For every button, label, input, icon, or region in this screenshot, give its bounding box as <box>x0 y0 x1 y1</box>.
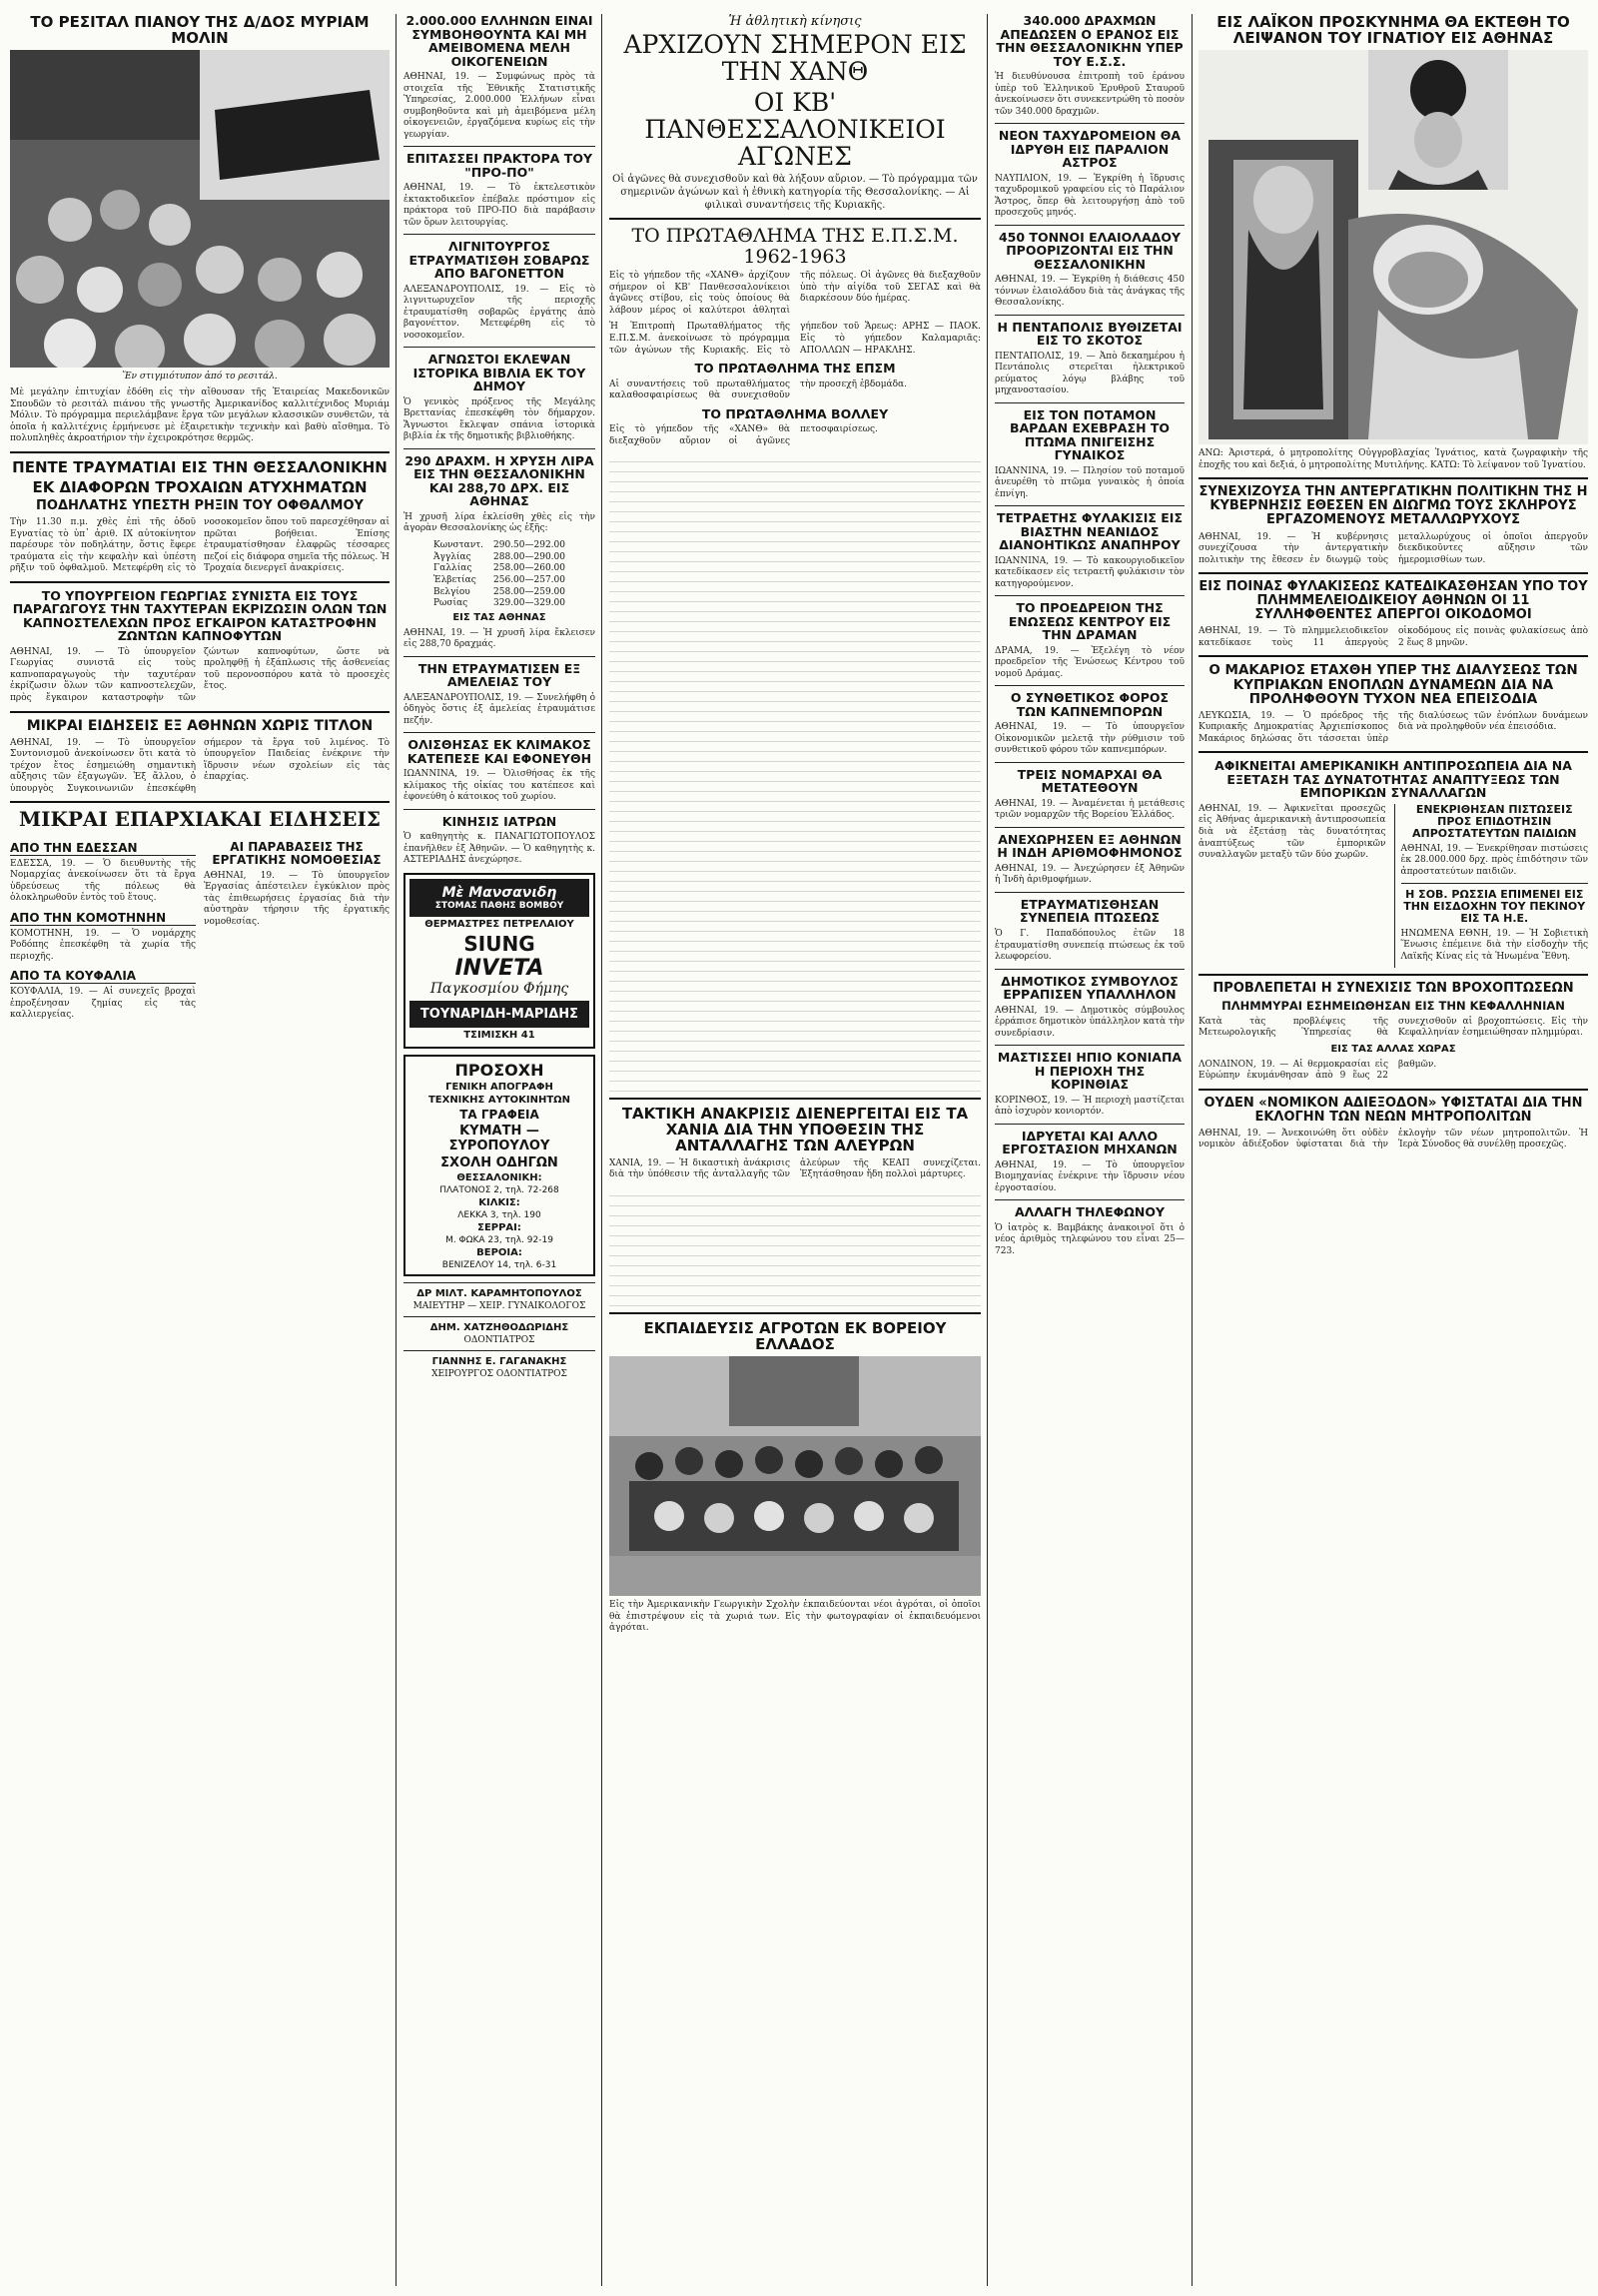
headline-sentence: ΕΙΣ ΠΟΙΝΑΣ ΦΥΛΑΚΙΣΕΩΣ ΚΑΤΕΔΙΚΑΣΘΗΣΑΝ ΥΠΟ ΤΟΥ ΠΛΗΜΜΕΛΕΙΟΔΙΚΕΙΟΥ ΑΘΗΝΩΝ ΟΙ 11 ΣΥΛΛΗΦΘΕΝΤΕΣ ΑΠΕΡΓΟΙ ΟΙΚΟΔΟΜΟΙ <box>1198 579 1588 623</box>
ad-driving-addr1: ΠΛΑΤΟΝΟΣ 2, τηλ. 72-268 <box>439 1184 559 1195</box>
americans-grid <box>1198 804 1588 968</box>
divider <box>10 581 390 583</box>
headline-championship: ΤΟ ΠΡΩΤΑΘΛΗΜΑ ΤΗΣ Ε.Π.Σ.Μ. 1962-1963 <box>631 225 959 268</box>
section-edessa: ΑΠΟ ΤΗΝ ΕΔΕΣΣΑΝ <box>10 841 196 856</box>
gold-price-row <box>403 575 595 587</box>
divider <box>995 1124 1185 1125</box>
ad-doctor-3: ΓΙΑΝΝΗΣ Ε. ΓΑΓΑΝΑΚΗΣ <box>431 1355 567 1367</box>
basket-text: Αἱ συναντήσεις τοῦ πρωταθλήματος καλαθοσφαιρίσεως θὰ συνεχισθοῦν τὴν προσεχῆ ἑβδομάδα. <box>609 379 907 401</box>
headline-doctors: ΚΙΝΗΣΙΣ ΙΑΤΡΩΝ <box>441 813 557 829</box>
recital-caption: Ἕν στιγμιότυπον ἀπό το ρεσιτάλ. <box>122 372 278 383</box>
headline-credits: ΕΝΕΚΡΙΘΗΣΑΝ ΠΙΣΤΩΣΕΙΣ ΠΡΟΣ ΕΠΙΔΟΤΗΣΙΝ ΑΠΡΟΣΤΑΤΕΥΤΩΝ ΠΑΙΔΙΩΝ <box>1411 802 1577 840</box>
headline-farmers: ΕΚΠΑΙΔΕΥΣΙΣ ΑΓΡΟΤΩΝ ΕΚ ΒΟΡΕΙΟΥ ΕΛΛΑΔΟΣ <box>643 1318 947 1353</box>
ad-driving-addr2: ΛΕΚΚΑ 3, τηλ. 190 <box>457 1209 541 1220</box>
farmers-photo-art <box>609 1356 981 1596</box>
sports-text-block <box>609 452 981 1092</box>
headline-bishops: ΟΥΔΕΝ «ΝΟΜΙΚΟΝ ΑΔΙΕΞΟΔΟΝ» ΥΦΙΣΤΑΤΑΙ ΔΙΑ ΤΗΝ ΕΚΛΟΓΗΝ ΤΩΝ ΝΕΩΝ ΜΗΤΡΟΠΟΛΙΤΩΝ <box>1203 1095 1583 1125</box>
komotini-text: ΚΟΜΟΤΗΝΗ, 19. — Ὁ νομάρχης Ροδόπης ἐπεσκέφθη τὰ χωρία τῆς περιοχῆς. <box>10 928 196 962</box>
weather-text: ΛΟΝΔΙΝΟΝ, 19. — Αἱ θερμοκρασίαι εἰς Εὐρώπην ἐκυμάνθησαν ἀπὸ 9 ἕως 22 βαθμῶν. <box>1198 1059 1437 1082</box>
gold-price-name: Βελγίου <box>433 586 470 597</box>
council-text: ΑΘΗΝΑΙ, 19. — Δημοτικὸς σύμβουλος ἐρράπισε δημοτικὸν ὑπάλληλον κατὰ τὴν συνεδρίασιν. <box>995 1005 1185 1039</box>
flour-text-block <box>609 1186 981 1306</box>
gold-price-value: 329.00—329.00 <box>493 598 565 609</box>
ad-doctor-1-role: ΜΑΙΕΥΤΗΡ — ΧΕΙΡ. ΓΥΝΑΙΚΟΛΟΓΟΣ <box>412 1300 586 1311</box>
divider <box>403 1316 595 1317</box>
headline-floods: ΠΡΟΒΛΕΠΕΤΑΙ Η ΣΥΝΕΧΙΣΙΣ ΤΩΝ ΒΡΟΧΟΠΤΩΣΕΩΝ <box>1212 981 1574 997</box>
divider <box>403 656 595 657</box>
ad-heaters-sub: ΣΤΟΜΑΣ ΠΑΘΗΣ ΒΟΜΒΟΥ <box>434 900 564 911</box>
ad-driving-l5: ΣΧΟΛΗ ΟΔΗΓΩΝ <box>440 1154 558 1170</box>
factory-text: ΑΘΗΝΑΙ, 19. — Τὸ ὑπουργεῖον Βιομηχανίας ἐνέκρινε τὴν ἵδρυσιν νέου ἐργοστασίου. <box>995 1159 1185 1193</box>
propo-text: ΑΘΗΝΑΙ, 19. — Τὸ ἐκτελεστικὸν ἐκτακτοδικεῖον ἐπέβαλε πρόστιμον εἰς πράκτορα τοῦ ΠΡΟ-ΠΟ διὰ παράβασιν τῶν ὅρων λειτουργίας. <box>403 183 595 228</box>
stairs-text: ΙΩΑΝΝΙΝΑ, 19. — Ὀλισθήσας ἐκ τῆς κλίμακος τῆς οἰκίας του κατέπεσε καὶ ἐφονεύθη ὁ κάτοικος τοῦ χωρίου. <box>403 769 595 803</box>
divider <box>995 827 1185 828</box>
ad-heaters-title: Μὲ Μανσανιδη <box>441 884 557 901</box>
injured-text: Τὴν 11.30 π.μ. χθὲς ἐπὶ τῆς ὁδοῦ Εγνατίας τὸ ὑπ᾽ ἀριθ. ΙΧ αὐτοκίνητον παρέσυρε τὸν ποδηλάτην, ὅστις ἔφερε τραύματα εἰς τὴν κεφαλὴν καὶ ὑπέστη ρῆξιν τοῦ ὀφθαλμοῦ. Μετεφέρθη εἰς τὸ νοσοκομεῖον ὅπου τοῦ παρεσχέθησαν αἱ πρῶται βοήθειαι. Ἐπίσης ἐτραυματίσθησαν ἐλαφρῶς τέσσαρες πεζοί εἰς διάφορα σημεῖα τῆς πόλεως. Ἡ Τροχαία διενεργεῖ ἀνακρίσεις. <box>10 517 390 574</box>
recital-photo-art <box>10 50 390 368</box>
divider <box>403 146 595 147</box>
labor-text: ΑΘΗΝΑΙ, 19. — Τὸ ὑπουργεῖον Ἐργασίας ἀπέστειλεν ἐγκύκλιον πρὸς τὰς ἐπιθεωρήσεις ἐργασίας διὰ τὴν αὐστηρὰν τήρησιν τῆς ἐργατικῆς νομοθεσίας. <box>204 870 390 927</box>
athens-news-text: ΑΘΗΝΑΙ, 19. — Τὸ ὑπουργεῖον Συντονισμοῦ ἀνεκοίνωσεν ὅτι κατὰ τὸ τρέχον ἔτος ἐσημειώθη σημαντικὴ αὔξησις τῶν ἐξαγωγῶν. Ἐξ ἄλλου, ὁ ὑπουργὸς Συγκοινωνιῶν ἐπεσκέφθη σήμερον τὰ ἔργα τοῦ λιμένος. Τὸ ὑπουργεῖον Παιδείας ἐνέκρινε τὴν ἵδρυσιν νέων σχολείων εἰς τὰς ἐπαρχίας. <box>10 737 390 794</box>
gold-price-value: 290.50—292.00 <box>493 539 565 550</box>
provincial-right <box>204 835 390 1027</box>
ad-doctor-2-role: ΟΔΟΝΤΙΑΤΡΟΣ <box>463 1334 535 1345</box>
ad-doctor-1: ΔΡ ΜΙΛΤ. ΚΑΡΑΜΗΤΟΠΟΥΛΟΣ <box>416 1287 582 1299</box>
headline-volley: ΤΟ ΠΡΩΤΑΘΛΗΜΑ ΒΟΛΛΕΥ <box>701 405 889 421</box>
headline-miner: ΛΙΓΝΙΤΟΥΡΓΟΣ ΕΤΡΑΥΜΑΤΙΣΘΗ ΣΟΒΑΡΩΣ ΑΠΟ ΒΑΓΟΝΕΤΤΟΝ <box>408 239 590 282</box>
bishops-text: ΑΘΗΝΑΙ, 19. — Ἀνεκοινώθη ὅτι οὐδὲν νομικὸν ἀδιέξοδον ὑφίσταται διὰ τὴν ἐκλογὴν τῶν νέων μητροπολιτῶν. Ἡ Ἱερὰ Σύνοδος θὰ συνέλθῃ προσεχῶς. <box>1198 1128 1588 1150</box>
headline-provincial: ΜΙΚΡΑΙ ΕΠΑΡΧΙΑΚΑΙ ΕΙΔΗΣΕΙΣ <box>19 807 381 832</box>
divider <box>10 711 390 713</box>
divider <box>995 762 1185 763</box>
headline-stairs: ΟΛΙΣΘΗΣΑΣ ΕΚ ΚΛΙΜΑΚΟΣ ΚΑΤΕΠΕΣΕ ΚΑΙ ΕΦΟΝΕΥΘΗ <box>406 737 592 766</box>
divider <box>609 218 981 220</box>
koufalia-text: ΚΟΥΦΑΛΙΑ, 19. — Αἱ συνεχεῖς βροχαὶ ἐπροξένησαν ζημίας εἰς τὰς καλλιεργείας. <box>10 987 196 1021</box>
center-text: ΔΡΑΜΑ, 19. — Ἐξελέγη τὸ νέον προεδρεῖον τῆς Ἑνώσεως Κέντρου τοῦ νομοῦ Δράμας. <box>995 645 1185 679</box>
divider <box>995 315 1185 316</box>
divider <box>1198 974 1588 976</box>
divider <box>10 801 390 803</box>
headline-propo: ΕΠΙΤΑΣΣΕΙ ΠΡΑΚΤΟΡΑ ΤΟΥ "ΠΡΟ-ΠΟ" <box>406 151 592 180</box>
headline-athens-news: ΜΙΚΡΑΙ ΕΙΔΗΣΕΙΣ ΕΞ ΑΘΗΝΩΝ ΧΩΡΙΣ ΤΙΤΛΟΝ <box>26 717 374 734</box>
ad-heaters-brand2: INVETA <box>454 955 544 981</box>
column-2 <box>403 14 595 2286</box>
gold-price-name: Γαλλίας <box>433 563 472 574</box>
gold-price-name: Ρωσίας <box>433 598 468 609</box>
ad-heaters-brand3: Παγκοσμίου Φήμης <box>429 980 569 997</box>
headline-river: ΕΙΣ ΤΟΝ ΠΟΤΑΜΟΝ ΒΑΡΔΑΝ ΕΧΕΒΡΑΣΗ ΤΟ ΠΤΩΜΑ ΠΝΙΓΕΙΣΗΣ ΓΥΝΑΙΚΟΣ <box>1009 406 1171 463</box>
headline-tobacco: ΤΟ ΥΠΟΥΡΓΕΙΟΝ ΓΕΩΡΓΙΑΣ ΣΥΝΙΣΤΑ ΕΙΣ ΤΟΥΣ ΠΑΡΑΓΩΓΟΥΣ ΤΗΝ ΤΑΧΥΤΕΡΑΝ ΕΚΡΙΖΩΣΙΝ ΟΛΩΝ ΤΩΝ ΚΑΠΝΟΣΤΕΛΕΧΩΝ ΠΡΟΣ ΕΓΚΑΙΡΟΝ ΚΑΤΑΣΤΡΟΦΗΝ ΖΩΝΤΩΝ ΚΑΠΝΟΦΥΤΩΝ <box>12 587 388 644</box>
post-text: ΝΑΥΠΛΙΟΝ, 19. — Ἐγκρίθη ἡ ἵδρυσις ταχυδρομικοῦ γραφείου εἰς τὸ Παράλιον Ἄστρος, ὅπερ θὰ λειτουργήσῃ ἀπὸ τοῦ προσεχοῦς μηνός. <box>995 173 1185 219</box>
headline-post: ΝΕΟΝ ΤΑΧΥΔΡΟΜΕΙΟΝ ΘΑ ΙΔΡΥΘΗ ΕΙΣ ΠΑΡΑΛΙΟΝ ΑΣΤΡΟΣ <box>998 128 1182 171</box>
headline-detention: ΤΕΤΡΑΕΤΗΣ ΦΥΛΑΚΙΣΙΣ ΕΙΣ ΒΙΑΣΤΗΝ ΝΕΑΝΙΔΟΣ ΔΙΑΝΟΗΤΙΚΩΣ ΑΝΑΠΗΡΟΥ <box>996 510 1184 553</box>
column-4 <box>995 14 1185 2286</box>
divider <box>1401 883 1589 884</box>
ad-driving-school <box>403 1055 595 1276</box>
headline-flour: ΤΑΚΤΙΚΗ ΑΝΑΚΡΙΣΙΣ ΔΙΕΝΕΡΓΕΙΤΑΙ ΕΙΣ ΤΑ ΧΑΝΙΑ ΔΙΑ ΤΗΝ ΥΠΟΘΕΣΙΝ ΤΗΣ ΑΝΤΑΛΛΑΓΗΣ ΤΩΝ ΑΛΕΥΡΩΝ <box>621 1105 969 1155</box>
pentapolis-text: ΠΕΝΤΑΠΟΛΙΣ, 19. — Ἀπὸ δεκαημέρου ἡ Πεντάπολις στερεῖται ἠλεκτρικοῦ ρεύματος λόγῳ βλάβης τοῦ μηχανοστασίου. <box>995 351 1185 396</box>
headline-labor: ΑΙ ΠΑΡΑΒΑΣΕΙΣ ΤΗΣ ΕΡΓΑΤΙΚΗΣ ΝΟΜΟΘΕΣΙΑΣ <box>212 839 382 867</box>
divider <box>403 732 595 733</box>
americans-left <box>1198 804 1386 968</box>
detention-text: ΙΩΑΝΝΙΝΑ, 19. — Τὸ κακουργιοδικεῖον κατεδίκασεν εἰς τετραετῆ φυλάκισιν τὸν κατηγορούμενον. <box>995 555 1185 589</box>
divider <box>1198 477 1588 479</box>
headline-floods-2: ΠΛΗΜΜΥΡΑΙ ΕΣΗΜΕΙΩΘΗΣΑΝ ΕΙΣ ΤΗΝ ΚΕΦΑΛΛΗΝΙΑΝ <box>1221 999 1565 1014</box>
column-1 <box>10 14 390 2286</box>
divider <box>995 123 1185 124</box>
sports-kicker: Ἡ ἀθλητικὴ κίνησις <box>728 14 862 29</box>
divider <box>995 892 1185 893</box>
ad-driving-l1: ΓΕΝΙΚΗ ΑΠΟΓΡΑΦΗ <box>445 1081 553 1093</box>
gold-price-value: 258.00—260.00 <box>493 563 565 574</box>
headline-oil: 450 ΤΟΝΝΟΙ ΕΛΑΙΟΛΑΔΟΥ ΠΡΟΟΡΙΖΟΝΤΑΙ ΕΙΣ ΤΗΝ ΘΕΣΣΑΛΟΝΙΚΗΝ <box>998 229 1181 272</box>
recital-photo <box>10 50 390 368</box>
headline-books: ΑΓΝΩΣΤΟΙ ΕΚΛΕΨΑΝ ΙΣΤΟΡΙΚΑ ΒΙΒΛΙΑ ΕΚ ΤΟΥ ΔΗΜΟΥ <box>412 352 586 394</box>
gold-price-row <box>403 540 595 552</box>
headline-council: ΔΗΜΟΤΙΚΟΣ ΣΥΜΒΟΥΛΟΣ ΕΡΡΑΠΙΣΕΝ ΥΠΑΛΛΗΛΟΝ <box>1001 973 1179 1003</box>
ad-heaters-banner <box>409 879 589 917</box>
headline-prefects: ΤΡΕΙΣ ΝΟΜΑΡΧΑΙ ΘΑ ΜΕΤΑΤΕΘΟΥΝ <box>1017 766 1163 796</box>
headline-wounded: ΤΗΝ ΕΤΡΑΥΜΑΤΙΣΕΝ ΕΞ ΑΜΕΛΕΙΑΣ ΤΟΥ <box>417 660 581 690</box>
divider <box>995 1045 1185 1046</box>
divider <box>403 234 595 235</box>
section-weather: ΕΙΣ ΤΑΣ ΑΛΛΑΣ ΧΩΡΑΣ <box>1330 1043 1456 1055</box>
doctors-text: Ὁ καθηγητὴς κ. ΠΑΝΑΓΙΩΤΟΠΟΥΛΟΣ ἐπανῆλθεν ἐξ Ἀθηνῶν. — Ὁ καθηγητὴς κ. ΑΣΤΕΡΙΑΔΗΣ ἀνεχώρησε. <box>403 832 595 866</box>
headline-relics: ΕΙΣ ΛΑΪΚΟΝ ΠΡΟΣΚΥΝΗΜΑ ΘΑ ΕΚΤΕΘΗ ΤΟ ΛΕΙΨΑΝΟΝ ΤΟΥ ΙΓΝΑΤΙΟΥ ΕΙΣ ΑΘΗΝΑΣ <box>1216 13 1570 48</box>
gold-price-name: Κωνσταντ. <box>433 539 484 550</box>
ad-driving-l4: ΚΥΜΑΤΗ — ΣΥΡΟΠΟΥΛΟΥ <box>448 1123 550 1153</box>
divider <box>403 448 595 449</box>
ad-driving-l2: ΤΕΧΝΙΚΗΣ ΑΥΤΟΚΙΝΗΤΩΝ <box>427 1094 571 1106</box>
ad-driving-city4: ΒΕΡΟΙΑ: <box>476 1246 522 1258</box>
ad-driving-city3: ΣΕΡΡΑΙ: <box>477 1221 521 1233</box>
divider <box>609 1312 981 1314</box>
flour-text: ΧΑΝΙΑ, 19. — Ἡ δικαστικὴ ἀνάκρισις διὰ τὴν ὑπόθεσιν τῆς ἀνταλλαγῆς τῶν ἀλεύρων τῆς ΚΕΑΠ συνεχίζεται. Ἐξητάσθησαν ἤδη πολλοὶ μάρτυρες. <box>609 1157 981 1180</box>
farmers-caption: Εἰς τὴν Ἀμερικανικὴν Γεωργικὴν Σχολὴν ἐκπαιδεύονται νέοι ἀγρόται, οἱ ὁποῖοι θὰ ἐπιστρέψουν εἰς τὰ χωριά των. Εἰς τὴν φωτογραφίαν οἱ ἐκπαιδευόμενοι ἀγρόται. <box>609 1600 981 1634</box>
river-text: ΙΩΑΝΝΙΝΑ, 19. — Πλησίον τοῦ ποταμοῦ ἀνευρέθη τὸ πτῶμα γυναικὸς ἡ ὁποία ἐπνίγη. <box>995 465 1185 499</box>
miner-text: ΑΛΕΞΑΝΔΡΟΥΠΟΛΙΣ, 19. — Εἰς τὸ λιγνιτωρυχεῖον τῆς περιοχῆς ἐτραυματίσθη σοβαρῶς ἐργάτης ἀπὸ βαγονέττον. Μετεφέρθη εἰς τὸ νοσοκομεῖον. <box>403 284 595 341</box>
headline-eye: ΠΟΔΗΛΑΤΗΣ ΥΠΕΣΤΗ ΡΗΞΙΝ ΤΟΥ ΟΦΘΑΛΜΟΥ <box>36 498 364 514</box>
return-text: ΑΘΗΝΑΙ, 19. — Ἀνεχώρησεν ἐξ Ἀθηνῶν ἡ Ἰνδὴ ἀριθμοφήμων. <box>995 863 1185 886</box>
oil-text: ΑΘΗΝΑΙ, 19. — Ἐγκρίθη ἡ διάθεσις 450 τόννων ἐλαιολάδου διὰ τὰς ἀνάγκας τῆς Θεσσαλονίκης. <box>995 275 1185 309</box>
volley-text: Εἰς τὸ γήπεδον τῆς «ΧΑΝΘ» θὰ διεξαχθοῦν αὔριον οἱ ἀγῶνες πετοσφαιρίσεως. <box>609 424 878 446</box>
divider <box>403 1282 595 1283</box>
headline-ussr: Η ΣΟΒ. ΡΩΣΣΙΑ ΕΠΙΜΕΝΕΙ ΕΙΣ ΤΗΝ ΕΙΣΔΟΧΗΝ ΤΟΥ ΠΕΚΙΝΟΥ ΕΙΣ ΤΑ Η.Ε. <box>1403 888 1586 925</box>
headline-greeks: 2.000.000 ΕΛΛΗΝΩΝ ΕΙΝΑΙ ΣΥΜΒΟΗΘΟΥΝΤΑ ΚΑΙ ΜΗ ΑΜΕΙΒΟΜΕΝΑ ΜΕΛΗ ΟΙΚΟΓΕΝΕΙΩΝ <box>405 13 593 69</box>
headline-center: ΤΟ ΠΡΟΕΔΡΕΙΟΝ ΤΗΣ ΕΝΩΣΕΩΣ ΚΕΝΤΡΟΥ ΕΙΣ ΤΗΝ ΔΡΑΜΑΝ <box>1008 600 1172 643</box>
headline-injured-2: ΕΚ ΔΙΑΦΟΡΩΝ ΤΡΟΧΑΙΩΝ ΑΤΥΧΗΜΑΤΩΝ <box>32 478 368 497</box>
headline-corinth: ΜΑΣΤΙΣΣΕΙ ΗΠΙΟ ΚΟΝΙΑΠΑ Η ΠΕΡΙΟΧΗ ΤΗΣ ΚΟΡΙΝΘΙΑΣ <box>997 1050 1183 1093</box>
divider <box>10 451 390 453</box>
divider <box>995 225 1185 226</box>
tobacco-text: ΑΘΗΝΑΙ, 19. — Τὸ ὑπουργεῖον Γεωργίας συνιστᾶ εἰς τοὺς καπνοπαραγωγοὺς τὴν ταχυτέραν ἐκρίζωσιν ὅλων τῶν καπνοστελεχῶν, πρὸς ἔγκαιρον καταστροφὴν τῶν ζώντων καπνοφύτων, ὥστε νὰ προληφθῇ ἡ ἐξάπλωσις τῆς ἀσθενείας τοῦ περονοσπόρου κατὰ τὸ προσεχὲς ἔτος. <box>10 646 390 703</box>
farmers-photo <box>609 1356 981 1596</box>
ad-driving-l3: ΤΑ ΓΡΑΦΕΙΑ <box>459 1107 539 1122</box>
headline-americans: ΑΦΙΚΝΕΙΤΑΙ ΑΜΕΡΙΚΑΝΙΚΗ ΑΝΤΙΠΡΟΣΩΠΕΙΑ ΔΙΑ ΝΑ ΕΞΕΤΑΣΗ ΤΑΣ ΔΥΝΑΤΟΤΗΤΑΣ ΑΝΑΠΤΥΞΕΩΣ ΤΩΝ ΕΜΠΟΡΙΚΩΝ ΣΥΝΑΛΛΑΓΩΝ <box>1214 758 1572 801</box>
recital-text: Μὲ μεγάλην ἐπιτυχίαν ἐδόθη εἰς τὴν αἴθουσαν τῆς Ἑταιρείας Μακεδονικῶν Σπουδῶν τὸ ρεσιτάλ πιάνου τῆς γνωστῆς Ἀμερικανίδος καλλιτέχνιδος Μυριάμ Μόλιν. Τὸ πρόγραμμα περιελάμβανε ἔργα τῶν μεγάλων κλασσικῶν συνθετῶν, τὰ ὁποῖα ἡ καλλιτέχνις ἑρμήνευσε μὲ ἐξαιρετικὴν τεχνικὴν καὶ βαθὺ αἴσθημα. Τὸ πολυπληθὲς ἀκροατήριον τὴν ἐχειροκρότησε θερμῶς. <box>10 387 390 444</box>
headline-recital: ΤΟ ΡΕΣΙΤΑΛ ΠΙΑΝΟΥ ΤΗΣ Δ/ΔΟΣ ΜΥΡΙΑΜ ΜΟΛΙΝ <box>30 13 370 48</box>
headline-tax: Ο ΣΥΝΘΕΤΙΚΟΣ ΦΟΡΟΣ ΤΩΝ ΚΑΠΝΕΜΠΟΡΩΝ <box>1010 690 1170 719</box>
athens-gold-text: ΑΘΗΝΑΙ, 19. — Ἡ χρυσῆ λίρα ἔκλεισεν εἰς 288,70 δραχμάς. <box>403 627 595 650</box>
divider <box>403 1350 595 1351</box>
edessa-text: ΕΔΕΣΣΑ, 19. — Ὁ διευθυντὴς τῆς Νομαρχίας ἀνεκοίνωσεν ὅτι τὰ ἔργα ὑδρεύσεως τῆς πόλεως θὰ ὁλοκληρωθοῦν ἐντὸς τοῦ ἔτους. <box>10 858 196 904</box>
headline-donation: 340.000 ΔΡΑΧΜΩΝ ΑΠΕΔΩΣΕΝ Ο ΕΡΑΝΟΣ ΕΙΣ ΤΗΝ ΘΕΣΣΑΛΟΝΙΚΗΝ ΥΠΕΡ ΤΟΥ Ε.Σ.Σ. <box>996 13 1184 69</box>
donation-text: Ἡ διευθύνουσα ἐπιτροπὴ τοῦ ἐράνου ὑπὲρ τοῦ Ἐλληνικοῦ Ἐρυθροῦ Σταυροῦ ἀνεκοίνωσεν ὅτι συνεκεντρώθη τὸ ποσὸν τῶν 340.000 δραχμῶν. <box>995 72 1185 117</box>
games-text: Οἱ ἀγῶνες θὰ συνεχισθοῦν καὶ θὰ λήξουν αὔριον. — Τὸ πρόγραμμα τῶν σημερινῶν ἀγώνων καὶ ἡ ἐθνικὴ κατηγορία τῆς Θεσσαλονίκης. — Αἱ φιλικαὶ συναντήσεις τῆς Κυριακῆς. <box>612 174 978 211</box>
ad-heaters-shop: ΤΟΥΝΑΡΙΔΗ-ΜΑΡΙΔΗΣ <box>419 1006 579 1022</box>
tax-text: ΑΘΗΝΑΙ, 19. — Τὸ ὑπουργεῖον Οἰκονομικῶν μελετᾷ τὴν ρύθμισιν τοῦ συνθετικοῦ φόρου τῶν καπνεμπόρων. <box>995 722 1185 756</box>
section-koufalia: ΑΠΟ ΤΑ ΚΟΥΦΑΛΙΑ <box>10 969 196 984</box>
headline-games-1: ΑΡΧΙΖΟΥΝ ΣΗΜΕΡΟΝ ΕΙΣ ΤΗΝ ΧΑΝΘ <box>623 30 967 86</box>
divider <box>1198 751 1588 753</box>
divider <box>995 969 1185 970</box>
greeks-text: ΑΘΗΝΑΙ, 19. — Συμφώνως πρὸς τὰ στοιχεῖα τῆς Ἐθνικῆς Στατιστικῆς Ὑπηρεσίας, 2.000.000 Ἑλλήνων εἶναι συμβοηθοῦντα καὶ μὴ ἀμειβόμενα μέλη οἰκογενειῶν, ἐργαζόμενα κυρίως εἰς τὴν γεωργίαν. <box>403 72 595 140</box>
credits-text: ΑΘΗΝΑΙ, 19. — Ἐνεκρίθησαν πιστώσεις ἐκ 28.000.000 δρχ. πρὸς ἐπιδότησιν τῶν ἀπροστατεύτων παιδιῶν. <box>1400 843 1588 877</box>
headline-factory: ΙΔΡΥΕΤΑΙ ΚΑΙ ΑΛΛΟ ΕΡΓΟΣΤΑΣΙΟΝ ΜΗΧΑΝΩΝ <box>1002 1128 1178 1157</box>
prefects-text: ΑΘΗΝΑΙ, 19. — Ἀναμένεται ἡ μετάθεσις τριῶν νομαρχῶν τῆς Βορείου Ἑλλάδος. <box>995 798 1185 821</box>
headline-pentapolis: Η ΠΕΝΤΑΠΟΛΙΣ ΒΥΘΙΖΕΤΑΙ ΕΙΣ ΤΟ ΣΚΟΤΟΣ <box>997 319 1183 349</box>
column-5 <box>1198 14 1588 2286</box>
americans-right <box>1394 804 1589 968</box>
headline-games-2: ΟΙ ΚΒ' ΠΑΝΘΕΣΣΑΛΟΝΙΚΕΙΟΙ ΑΓΩΝΕΣ <box>644 88 946 171</box>
divider <box>995 595 1185 596</box>
divider <box>403 347 595 348</box>
phone-text: Ὁ ἰατρὸς κ. Βαμβάκης ἀνακοινοῖ ὅτι ὁ νέος ἀριθμὸς τηλεφώνου του εἶναι 25—723. <box>995 1222 1185 1256</box>
divider <box>995 1199 1185 1200</box>
ad-driving-city2: ΚΙΛΚΙΣ: <box>478 1196 520 1208</box>
sentence-text: ΑΘΗΝΑΙ, 19. — Τὸ πλημμελειοδικεῖον κατεδίκασε τοὺς 11 ἀπεργοὺς οἰκοδόμους εἰς ποινὰς φυλακίσεως ἀπὸ 2 ἕως 8 μηνῶν. <box>1198 626 1588 648</box>
gold-price-name: Ἀγγλίας <box>433 551 471 562</box>
divider <box>995 505 1185 506</box>
divider <box>403 809 595 810</box>
headline-fall: ΕΤΡΑΥΜΑΤΙΣΘΗΣΑΝ ΣΥΝΕΠΕΙΑ ΠΤΩΣΕΩΣ <box>1019 896 1161 926</box>
divider <box>1198 1089 1588 1091</box>
headline-phone: ΑΛΛΑΓΗ ΤΗΛΕΦΩΝΟΥ <box>1014 1204 1166 1220</box>
championship-text-1: Εἰς τὸ γήπεδον τῆς «ΧΑΝΘ» ἀρχίζουν σήμερον οἱ ΚΒ' Πανθεσσαλονίκειοι ἀγῶνες στίβου, εἰς τοὺς ὁποίους θὰ λάβουν μέρος οἱ καλύτεροι ἀθληταὶ τῆς πόλεως. Οἱ ἀγῶνες θὰ διεξαχθοῦν ὑπὸ τὴν αἰγίδα τοῦ ΣΕΓΑΣ καὶ θὰ διαρκέσουν δύο ἡμέρας. <box>609 271 981 316</box>
gold-price-name: Ἑλβετίας <box>433 574 476 585</box>
gold-price-row <box>403 598 595 610</box>
relics-caption: ΑΝΩ: Ἀριστερά, ὁ μητροπολίτης Οὐγγροβλαχίας Ἰγνάτιος, κατὰ ζωγραφικὴν τῆς ἐποχῆς του καὶ δεξιά, ὁ μητροπολίτης Μυτιλήνης. ΚΑΤΩ: Τὸ λείψανον τοῦ Ἰγνατίου. <box>1198 448 1588 470</box>
headline-athens-gold: ΕΙΣ ΤΑΣ ΑΘΗΝΑΣ <box>452 611 546 623</box>
relics-photo-art <box>1198 50 1588 444</box>
ad-heaters-shop-banner <box>409 1001 589 1028</box>
gold-price-value: 288.00—290.00 <box>493 551 565 562</box>
column-3 <box>609 14 981 2286</box>
ad-driving-addr4: ΒΕΝΙΖΕΛΟΥ 14, τηλ. 6-31 <box>441 1259 557 1270</box>
headline-return: ΑΝΕΧΩΡΗΣΕΝ ΕΞ ΑΘΗΝΩΝ Η ΙΝΔΗ ΑΡΙΘΜΟΦΗΜΟΝΟΣ <box>997 831 1183 861</box>
strikers-text: ΑΘΗΝΑΙ, 19. — Ἡ κυβέρνησις συνεχίζουσα τὴν ἀντεργατικὴν πολιτικὴν της ἔθεσεν ἐν διωγμῷ τοὺς μεταλλωρύχους οἱ ὁποῖοι ἀπεργοῦν διεκδικοῦντες αὔξησιν τῶν ἡμερομισθίων των. <box>1198 531 1588 565</box>
fall-text: Ὁ Γ. Παπαδόπουλος ἐτῶν 18 ἐτραυματίσθη συνεπείᾳ πτώσεως ἐκ τοῦ λεωφορείου. <box>995 928 1185 963</box>
americans-text: ΑΘΗΝΑΙ, 19. — Ἀφικνεῖται προσεχῶς εἰς Ἀθήνας ἀμερικανικὴ ἀντιπροσωπεία διὰ νὰ ἐξετάσῃ τὰς δυνατότητας ἀναπτύξεως τῶν ἐμπορικῶν συναλλαγῶν μεταξὺ τῶν δύο χωρῶν. <box>1198 803 1386 861</box>
ad-driving-addr3: Μ. ΦΩΚΑ 23, τηλ. 92-19 <box>445 1234 553 1245</box>
headline-basket: ΤΟ ΠΡΩΤΑΘΛΗΜΑ ΤΗΣ ΕΠΣΜ <box>694 361 896 377</box>
ad-heaters <box>403 873 595 1049</box>
ad-doctor-2: ΔΗΜ. ΧΑΤΖΗΘΟΔΩΡΙΔΗΣ <box>429 1321 569 1333</box>
books-text: Ὁ γενικὸς πρόξενος τῆς Μεγάλης Βρεττανίας ἐπεσκέφθη τὸν δήμαρχον. Ἄγνωστοι ἔκλεψαν σπάνια ἱστορικὰ βιβλία ἐκ τῆς δημοτικῆς βιβλιοθήκης. <box>403 396 595 442</box>
wounded-text: ΑΛΕΞΑΝΔΡΟΥΠΟΛΙΣ, 19. — Συνελήφθη ὁ ὁδηγὸς ὅστις ἐξ ἀμελείας ἐτραυμάτισε πεζήν. <box>403 692 595 726</box>
divider <box>995 402 1185 403</box>
divider <box>1198 572 1588 574</box>
gold-price-value: 258.00—259.00 <box>493 586 565 597</box>
ad-heaters-brand: SIUNG <box>463 931 535 956</box>
ad-driving-city1: ΘΕΣΣΑΛΟΝΙΚΗ: <box>456 1171 542 1183</box>
ad-driving-title: ΠΡΟΣΟΧΗ <box>454 1060 544 1080</box>
relics-photo <box>1198 50 1588 444</box>
gold-price-value: 256.00—257.00 <box>493 574 565 585</box>
ad-doctor-3-role: ΧΕΙΡΟΥΡΓΟΣ ΟΔΟΝΤΙΑΤΡΟΣ <box>431 1368 567 1379</box>
ad-heaters-address: ΤΣΙΜΙΣΚΗ 41 <box>463 1029 535 1041</box>
headline-gold: 290 ΔΡΑΧΜ. Η ΧΡΥΣΗ ΛΙΡΑ ΕΙΣ ΤΗΝ ΘΕΣΣΑΛΟΝΙΚΗΝ ΚΑΙ 288,70 ΔΡΧ. ΕΙΣ ΑΘΗΝΑΣ <box>404 452 594 509</box>
gold-price-list <box>403 540 595 610</box>
divider <box>609 1098 981 1100</box>
gold-price-row <box>403 587 595 599</box>
ussr-text: ΗΝΩΜΕΝΑ ΕΘΝΗ, 19. — Ἡ Σοβιετικὴ Ἕνωσις ἐπέμεινε διὰ τὴν εἰσδοχὴν τῆς Λαϊκῆς Κίνας εἰς τὰ Ἡνωμένα Ἔθνη. <box>1400 928 1588 962</box>
floods-text: Κατὰ τὰς προβλέψεις τῆς Μετεωρολογικῆς Ὑπηρεσίας θὰ συνεχισθοῦν αἱ βροχοπτώσεις. Εἰς τὴν Κεφαλληνίαν ἐσημειώθησαν πλημμύραι. <box>1198 1016 1588 1039</box>
divider <box>1198 655 1588 657</box>
makarios-text: ΛΕΥΚΩΣΙΑ, 19. — Ὁ πρόεδρος τῆς Κυπριακῆς Δημοκρατίας Ἀρχιεπίσκοπος Μακάριος δηλώσας ὅτι τάσσεται ὑπὲρ τῆς διαλύσεως τῶν ἐνόπλων δυνάμεων διὰ νὰ προληφθοῦν νέα ἐπεισόδια. <box>1198 710 1588 744</box>
section-komotini: ΑΠΟ ΤΗΝ ΚΟΜΟΤΗΝΗΝ <box>10 911 196 926</box>
ad-heaters-line: ΘΕΡΜΑΣΤΡΕΣ ΠΕΤΡΕΛΑΙΟΥ <box>424 918 574 930</box>
divider <box>995 685 1185 686</box>
gold-price-row <box>403 563 595 575</box>
gold-price-row <box>403 552 595 564</box>
headline-injured-1: ΠΕΝΤΕ ΤΡΑΥΜΑΤΙΑΙ ΕΙΣ ΤΗΝ ΘΕΣΣΑΛΟΝΙΚΗΝ <box>12 457 388 476</box>
headline-strikers: ΣΥΝΕΧΙΖΟΥΣΑ ΤΗΝ ΑΝΤΕΡΓΑΤΙΚΗΝ ΠΟΛΙΤΙΚΗΝ ΤΗΣ Η ΚΥΒΕΡΝΗΣΙΣ ΕΘΕΣΕΝ ΕΝ ΔΙΩΓΜΩ ΤΟΥΣ ΣΚΛΗΡΟΥΣ ΕΡΓΑΖΟΜΕΝΟΥΣ ΜΕΤΑΛΛΩΡΥΧΟΥΣ <box>1198 484 1588 528</box>
headline-makarios: Ο ΜΑΚΑΡΙΟΣ ΕΤΑΧΘΗ ΥΠΕΡ ΤΗΣ ΔΙΑΛΥΣΕΩΣ ΤΩΝ ΚΥΠΡΙΑΚΩΝ ΕΝΟΠΛΩΝ ΔΥΝΑΜΕΩΝ ΔΙΑ ΝΑ ΠΡΟΛΗΦΘΟΥΝ ΤΥΧΟΝ ΝΕΑ ΕΠΕΙΣΟΔΙΑ <box>1208 662 1578 708</box>
provincial-grid <box>10 835 390 1027</box>
gold-text: Ἡ χρυσῆ λίρα ἐκλείσθη χθὲς εἰς τὴν ἀγορὰν Θεσσαλονίκης ὡς ἑξῆς: <box>403 511 595 534</box>
provincial-left <box>10 835 196 1027</box>
championship-text-2: Ἡ Ἐπιτροπὴ Πρωταθλήματος τῆς Ε.Π.Σ.Μ. ἀνεκοίνωσε τὸ πρόγραμμα τῶν ἀγώνων τῆς Κυριακῆς. Εἰς τὸ γήπεδον τοῦ Ἄρεως: ΑΡΗΣ — ΠΑΟΚ. Εἰς τὸ γήπεδον Καλαμαριᾶς: ΑΠΟΛΛΩΝ — ΗΡΑΚΛΗΣ. <box>609 322 981 356</box>
corinth-text: ΚΟΡΙΝΘΟΣ, 19. — Ἡ περιοχὴ μαστίζεται ἀπὸ ἰσχυρὸν κονιορτόν. <box>995 1095 1185 1118</box>
